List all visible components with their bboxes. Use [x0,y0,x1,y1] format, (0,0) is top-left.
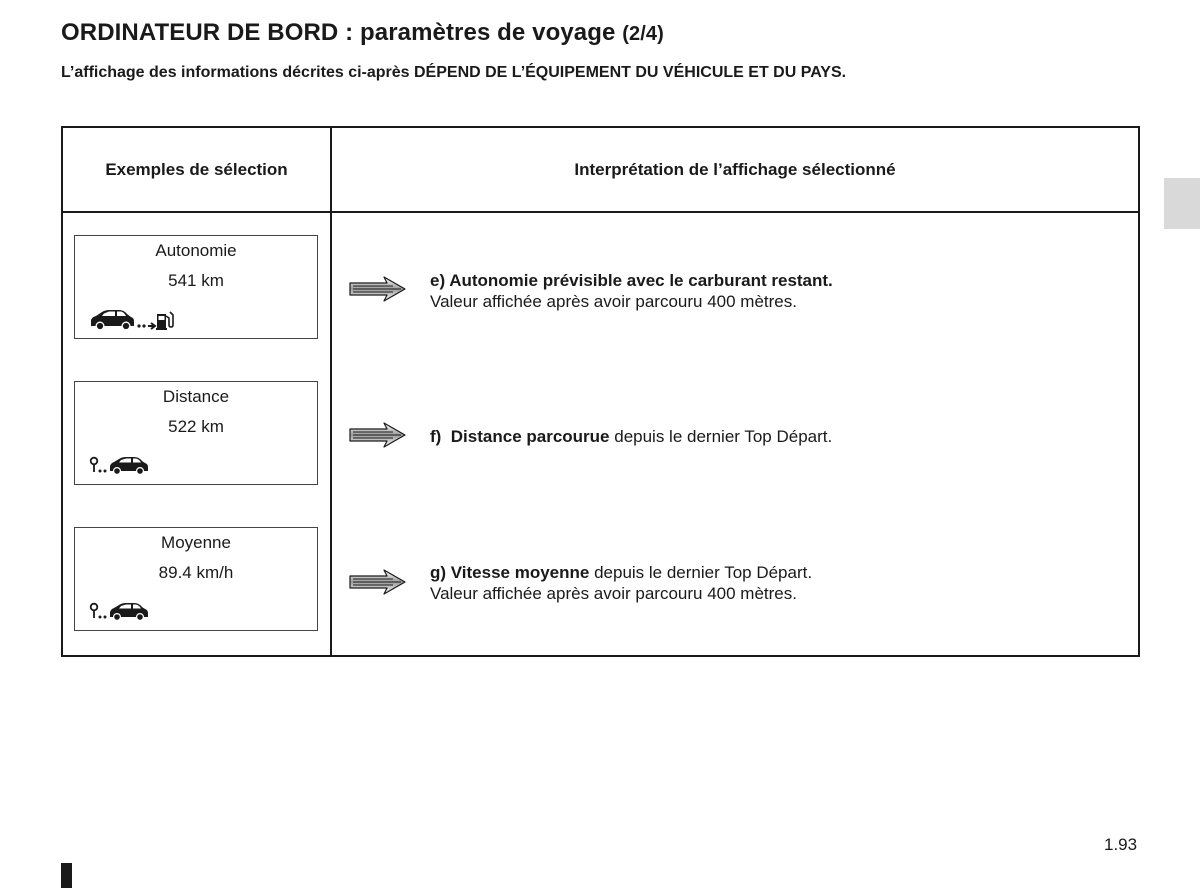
corner-mark [61,863,72,888]
description-bold-text: e) Autonomie prévisible avec le carburant restant. [430,271,833,290]
description-line-2: Valeur affichée après avoir parcouru 400 mètres. [430,292,797,311]
car-to-fuel-pump-icon [89,306,179,332]
arrow-icon [349,569,407,595]
arrow-icon [349,422,407,448]
page-subtitle: L’affichage des informations décrites ci-après DÉPEND DE L’ÉQUIPEMENT DU VÉHICULE ET DU PAYS. [61,64,847,81]
display-value: 89.4 km/h [158,563,234,582]
display-value: 541 km [168,271,224,290]
arrow-icon [349,276,407,302]
description-f [430,426,832,447]
column-header-interpretation: Interprétation de l’affichage sélectionné [574,159,896,179]
description-line-2: Valeur affichée après avoir parcouru 400 mètres. [430,584,797,603]
description-bold-text: Distance parcourue [450,427,610,446]
description-line-1 [430,562,812,583]
title-text: ORDINATEUR DE BORD : paramètres de voyage [61,19,616,46]
description-prefix: f) [430,427,451,446]
display-label: Autonomie [155,241,237,260]
description-g [430,562,812,604]
description-bold-text: g) Vitesse moyenne [430,563,590,582]
page-number: 1.93 [1104,835,1138,854]
display-value: 522 km [168,417,224,436]
display-label: Distance [162,387,230,406]
page-title [61,19,664,47]
display-example-distance [74,381,318,485]
display-example-moyenne [74,527,318,631]
description-text: depuis le dernier Top Départ. [589,563,813,582]
section-tab-marker [1164,178,1200,229]
start-point-to-car-icon [89,452,159,476]
description-line-1 [430,270,833,291]
description-e [430,270,833,312]
display-example-autonomie [74,235,318,339]
column-header-examples: Exemples de sélection [105,159,288,179]
display-label: Moyenne [161,533,231,552]
description-line-1 [430,426,832,447]
header-divider [63,211,1138,213]
title-page-part: (2/4) [622,23,664,45]
selection-table [61,126,1140,657]
start-point-to-car-icon [89,598,159,622]
description-text: depuis le dernier Top Départ. [609,427,833,446]
